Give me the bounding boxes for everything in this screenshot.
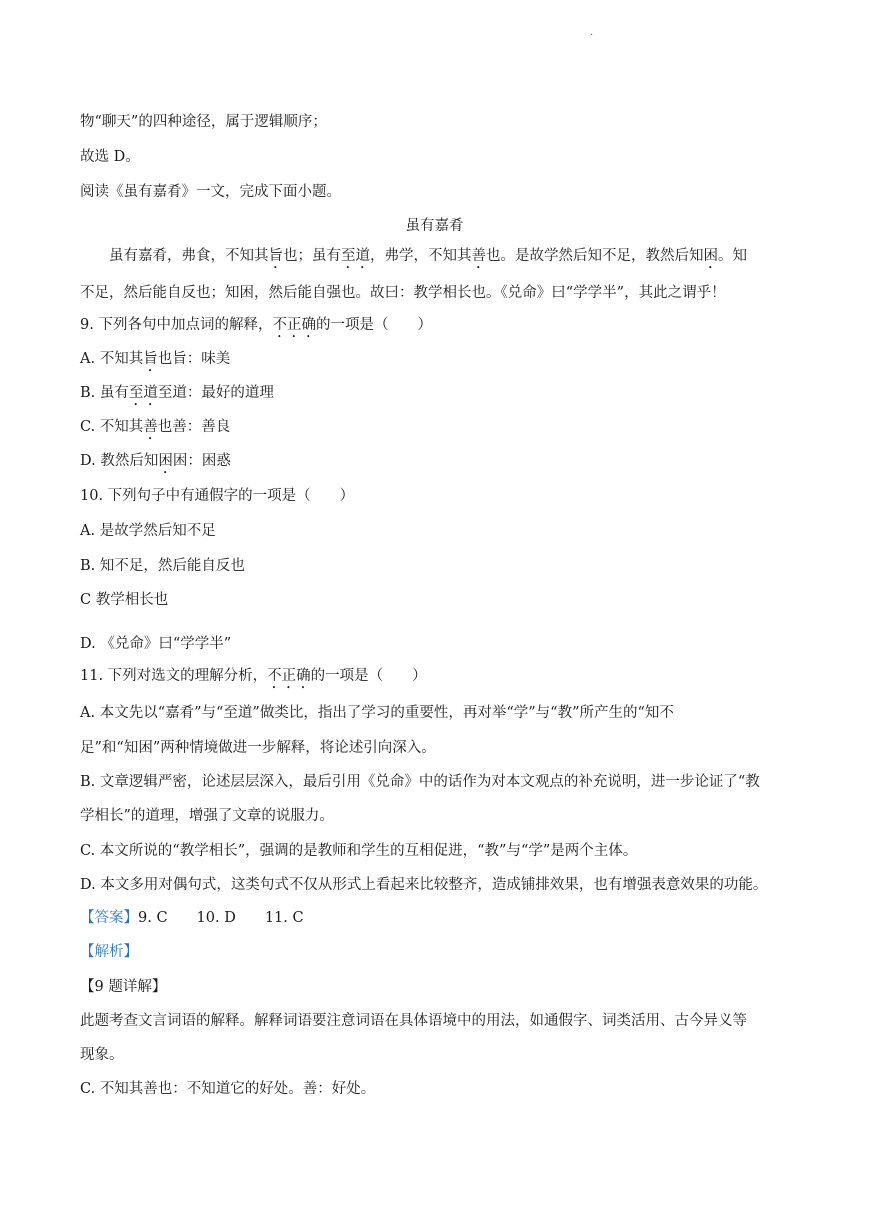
passage-paragraph-line: 虽有嘉肴，弗食，不知其旨也；虽有至道，弗学，不知其善也。是故学然后知不足，教然后知困。知 [109, 248, 747, 264]
option-B: B. 文章逻辑严密，论述层层深入，最后引用《兑命》中的话作为对本文观点的补充说明，进一步论证了“教 [80, 774, 760, 790]
option-D: D. 本文多用对偶句式，这类句式不仅从形式上看起来比较整齐，造成铺排效果，也有增强表意效果的功能。 [80, 877, 768, 893]
option-B: B. 虽有至道至道：最好的道理 [80, 385, 274, 401]
emphasized-word: 旨 [268, 248, 283, 264]
passage-title: 虽有嘉肴 [405, 218, 464, 234]
emphasized-word: 至道 [128, 385, 158, 401]
emphasized-word: 善 [143, 419, 158, 435]
option-D: D. 教然后知困困：困惑 [80, 453, 231, 469]
explanation-line: 现象。 [80, 1047, 124, 1063]
option-B-cont: 学相长”的道理，增强了文章的说服力。 [80, 808, 334, 824]
answer-text: 9. C 10. D 11. C [138, 910, 304, 926]
emphasized-word: 困 [703, 248, 718, 264]
question-9: 9. 下列各句中加点词的解释，不正确的一项是（ ） [80, 317, 432, 333]
text-line: 故选 D。 [80, 149, 140, 165]
question-10: 10. 下列句子中有通假字的一项是（ ） [80, 488, 355, 504]
emphasized-word: 不正确 [267, 668, 311, 684]
text-line: 阅读《虽有嘉肴》一文，完成下面小题。 [80, 184, 341, 200]
emphasized-word: 至道 [341, 248, 370, 264]
option-D: D. 《兑命》曰“学学半” [80, 636, 232, 652]
answer-line [80, 908, 304, 928]
explanation-line: C. 不知其善也：不知道它的好处。善：好处。 [80, 1081, 376, 1097]
option-C: C. 不知其善也善：善良 [80, 419, 231, 435]
answer-label: 【答案】 [80, 910, 138, 926]
option-C: C. 本文所说的“教学相长”，强调的是教师和学生的互相促进，“教”与“学”是两个主体。 [80, 843, 638, 859]
page-mark: · [590, 30, 594, 41]
option-A: A. 不知其旨也旨：味美 [80, 351, 231, 367]
analysis-label: 【解析】 [80, 944, 138, 960]
emphasized-word: 困 [158, 453, 173, 469]
option-A: A. 是故学然后知不足 [80, 523, 216, 539]
option-C: C 教学相长也 [80, 592, 169, 608]
option-A: A. 本文先以“嘉肴”与“至道”做类比，指出了学习的重要性，再对举“学”与“教”所产生的“知不 [80, 705, 674, 721]
emphasized-word: 善 [471, 248, 486, 264]
text-line: 物“聊天”的四种途径，属于逻辑顺序； [80, 114, 327, 130]
emphasized-word: 旨 [143, 351, 158, 367]
question-11: 11. 下列对选文的理解分析，不正确的一项是（ ） [80, 668, 427, 684]
passage-paragraph-line: 不足，然后能自反也；知困，然后能自强也。故曰：教学相长也。《兑命》曰“学学半”，其此之谓乎！ [80, 285, 726, 301]
explanation-line: 此题考查文言词语的解释。解释词语要注意词语在具体语境中的用法，如通假字、词类活用、古今异义等 [80, 1013, 747, 1029]
option-B: B. 知不足，然后能自反也 [80, 558, 245, 574]
q9-detail-heading: 【9 题详解】 [80, 979, 167, 995]
option-A-cont: 足”和“知困”两种情境做进一步解释，将论述引向深入。 [80, 740, 436, 756]
emphasized-word: 不正确 [272, 317, 316, 333]
